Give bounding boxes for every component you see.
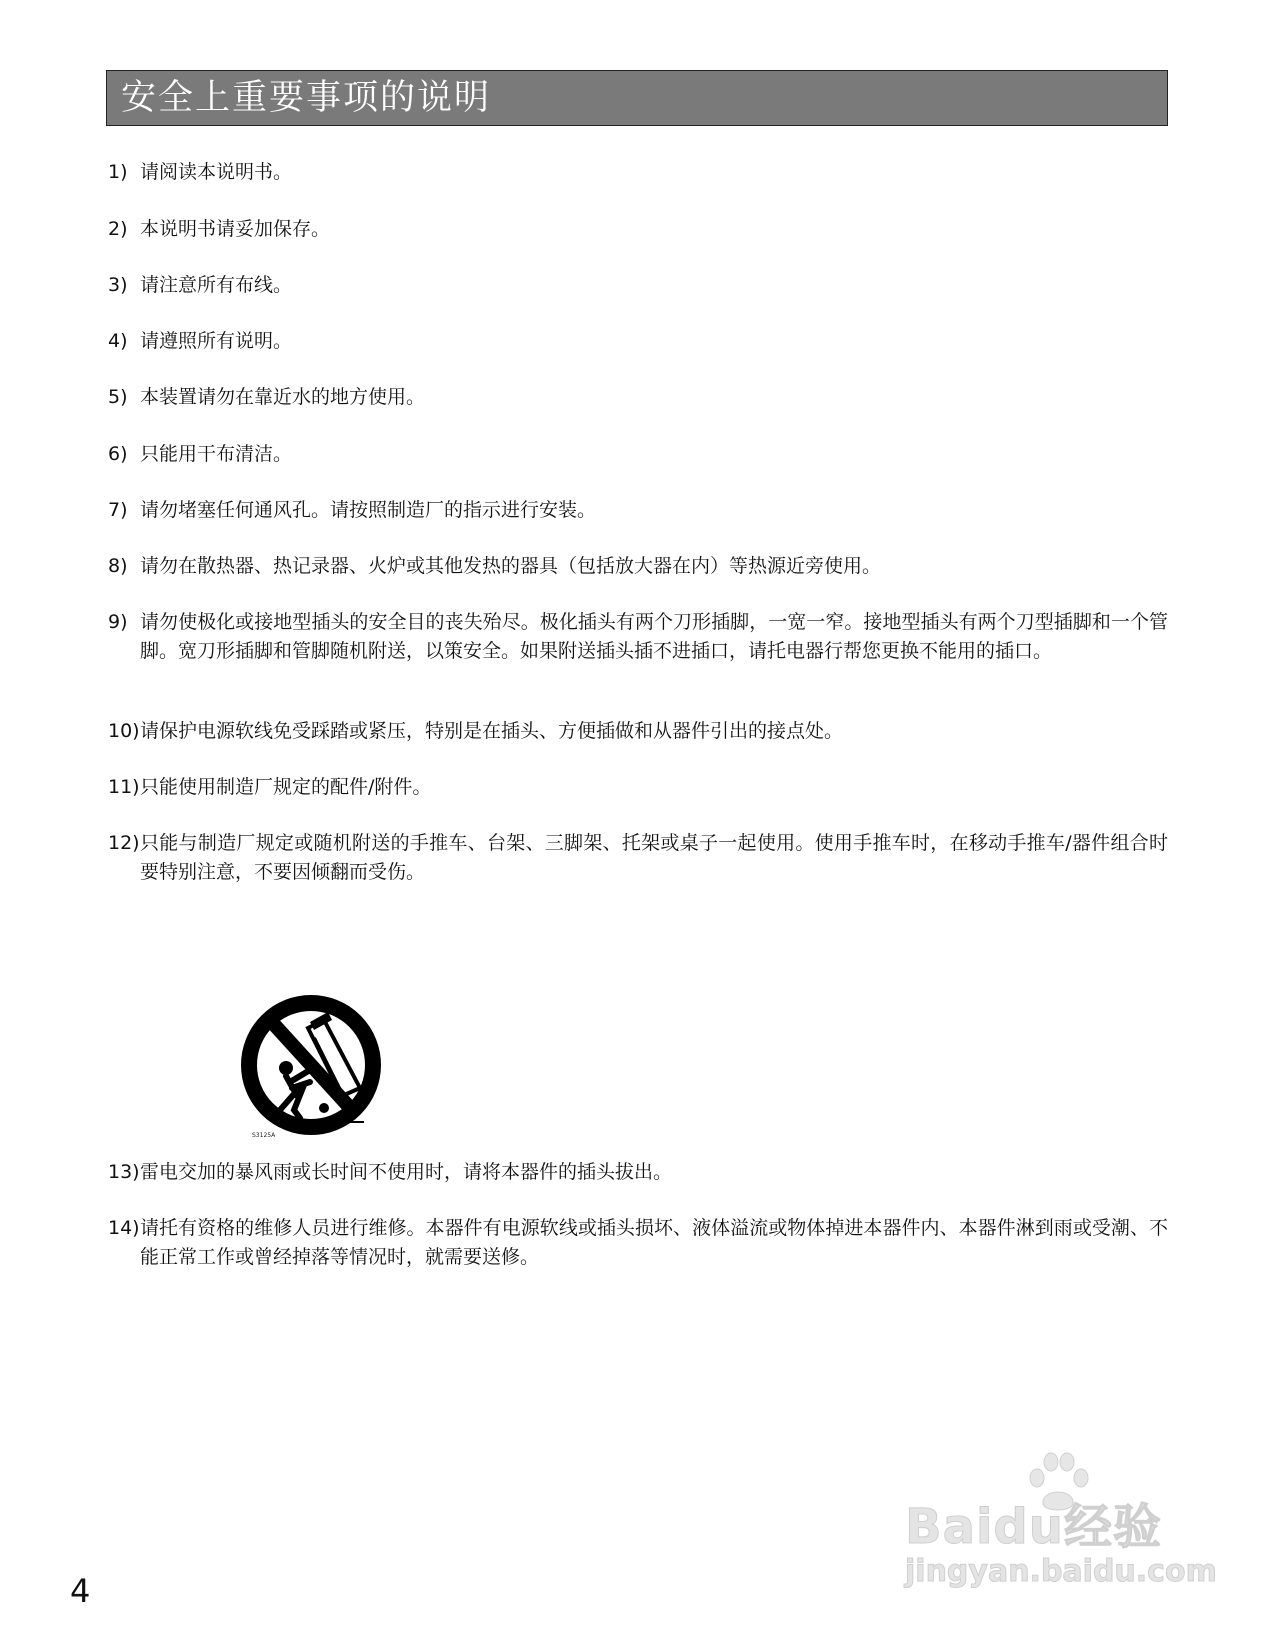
- item-number: 8): [108, 555, 128, 577]
- item-text: 只能用干布清洁。: [140, 443, 293, 465]
- list-item: [108, 1158, 1168, 1187]
- page-number: 4: [70, 1572, 91, 1610]
- list-item: [108, 773, 1168, 802]
- item-text: 请勿在散热器、热记录器、火炉或其他发热的器具（包括放大器在内）等热源近旁使用。: [140, 555, 882, 577]
- list-item: [108, 717, 1168, 746]
- item-number: 5): [108, 386, 128, 408]
- item-number: 11): [108, 776, 140, 798]
- page-title: 安全上重要事项的说明: [121, 77, 492, 118]
- watermark-url: jingyan.baidu.com: [905, 1554, 1217, 1589]
- list-item: [108, 440, 1168, 469]
- list-item: [108, 829, 1168, 887]
- watermark-logo-text: Baidu经验: [905, 1499, 1162, 1555]
- item-number: 10): [108, 720, 140, 742]
- item-text: 只能使用制造厂规定的配件/附件。: [140, 776, 432, 798]
- item-text: 只能与制造厂规定或随机附送的手推车、台架、三脚架、托架或桌子一起使用。使用手推车时，在移动手推车/器件组合时要特别注意，不要因倾翻而受伤。: [140, 832, 1168, 883]
- item-number: 7): [108, 499, 128, 521]
- list-item: [108, 383, 1168, 412]
- section-title-bar: [106, 70, 1168, 126]
- item-number: 2): [108, 218, 128, 240]
- item-text: 请遵照所有说明。: [140, 330, 293, 352]
- item-number: 9): [108, 611, 128, 633]
- list-item: [108, 552, 1168, 581]
- item-text: 请保护电源软线免受踩踏或紧压，特别是在插头、方便插做和从器件引出的接点处。: [140, 720, 844, 742]
- item-number: 1): [108, 161, 128, 183]
- list-item: [108, 327, 1168, 356]
- item-number: 13): [108, 1161, 140, 1183]
- figure-code: S3125A: [252, 1132, 276, 1139]
- list-item: [108, 158, 1168, 187]
- item-number: 14): [108, 1217, 140, 1239]
- item-number: 4): [108, 330, 128, 352]
- list-item: [108, 271, 1168, 300]
- item-text: 请注意所有布线。: [140, 274, 293, 296]
- list-item: [108, 1214, 1168, 1272]
- list-item: [108, 215, 1168, 244]
- item-number: 3): [108, 274, 128, 296]
- item-text: 本说明书请妥加保存。: [140, 218, 331, 240]
- item-text: 请勿堵塞任何通风孔。请按照制造厂的指示进行安装。: [140, 499, 597, 521]
- item-text: 请勿使极化或接地型插头的安全目的丧失殆尽。极化插头有两个刀形插脚，一宽一窄。接地型插头有两个刀型插脚和一个管脚。宽刀形插脚和管脚随机附送，以策安全。如果附送插头插不进插口，请托电器行帮您更换不能用的插口。: [140, 611, 1168, 662]
- list-item: [108, 496, 1168, 525]
- baidu-watermark: [905, 1448, 1217, 1598]
- item-text: 请阅读本说明书。: [140, 161, 293, 183]
- item-text: 本装置请勿在靠近水的地方使用。: [140, 386, 426, 408]
- item-text: 雷电交加的暴风雨或长时间不使用时，请将本器件的插头拔出。: [140, 1161, 673, 1183]
- cart-tip-over-warning-icon: [236, 990, 386, 1140]
- list-item: [108, 608, 1168, 666]
- item-text: 请托有资格的维修人员进行维修。本器件有电源软线或插头损坏、液体溢流或物体掉进本器件内、本器件淋到雨或受潮、不能正常工作或曾经掉落等情况时，就需要送修。: [140, 1217, 1168, 1268]
- item-number: 12): [108, 832, 140, 854]
- item-number: 6): [108, 443, 128, 465]
